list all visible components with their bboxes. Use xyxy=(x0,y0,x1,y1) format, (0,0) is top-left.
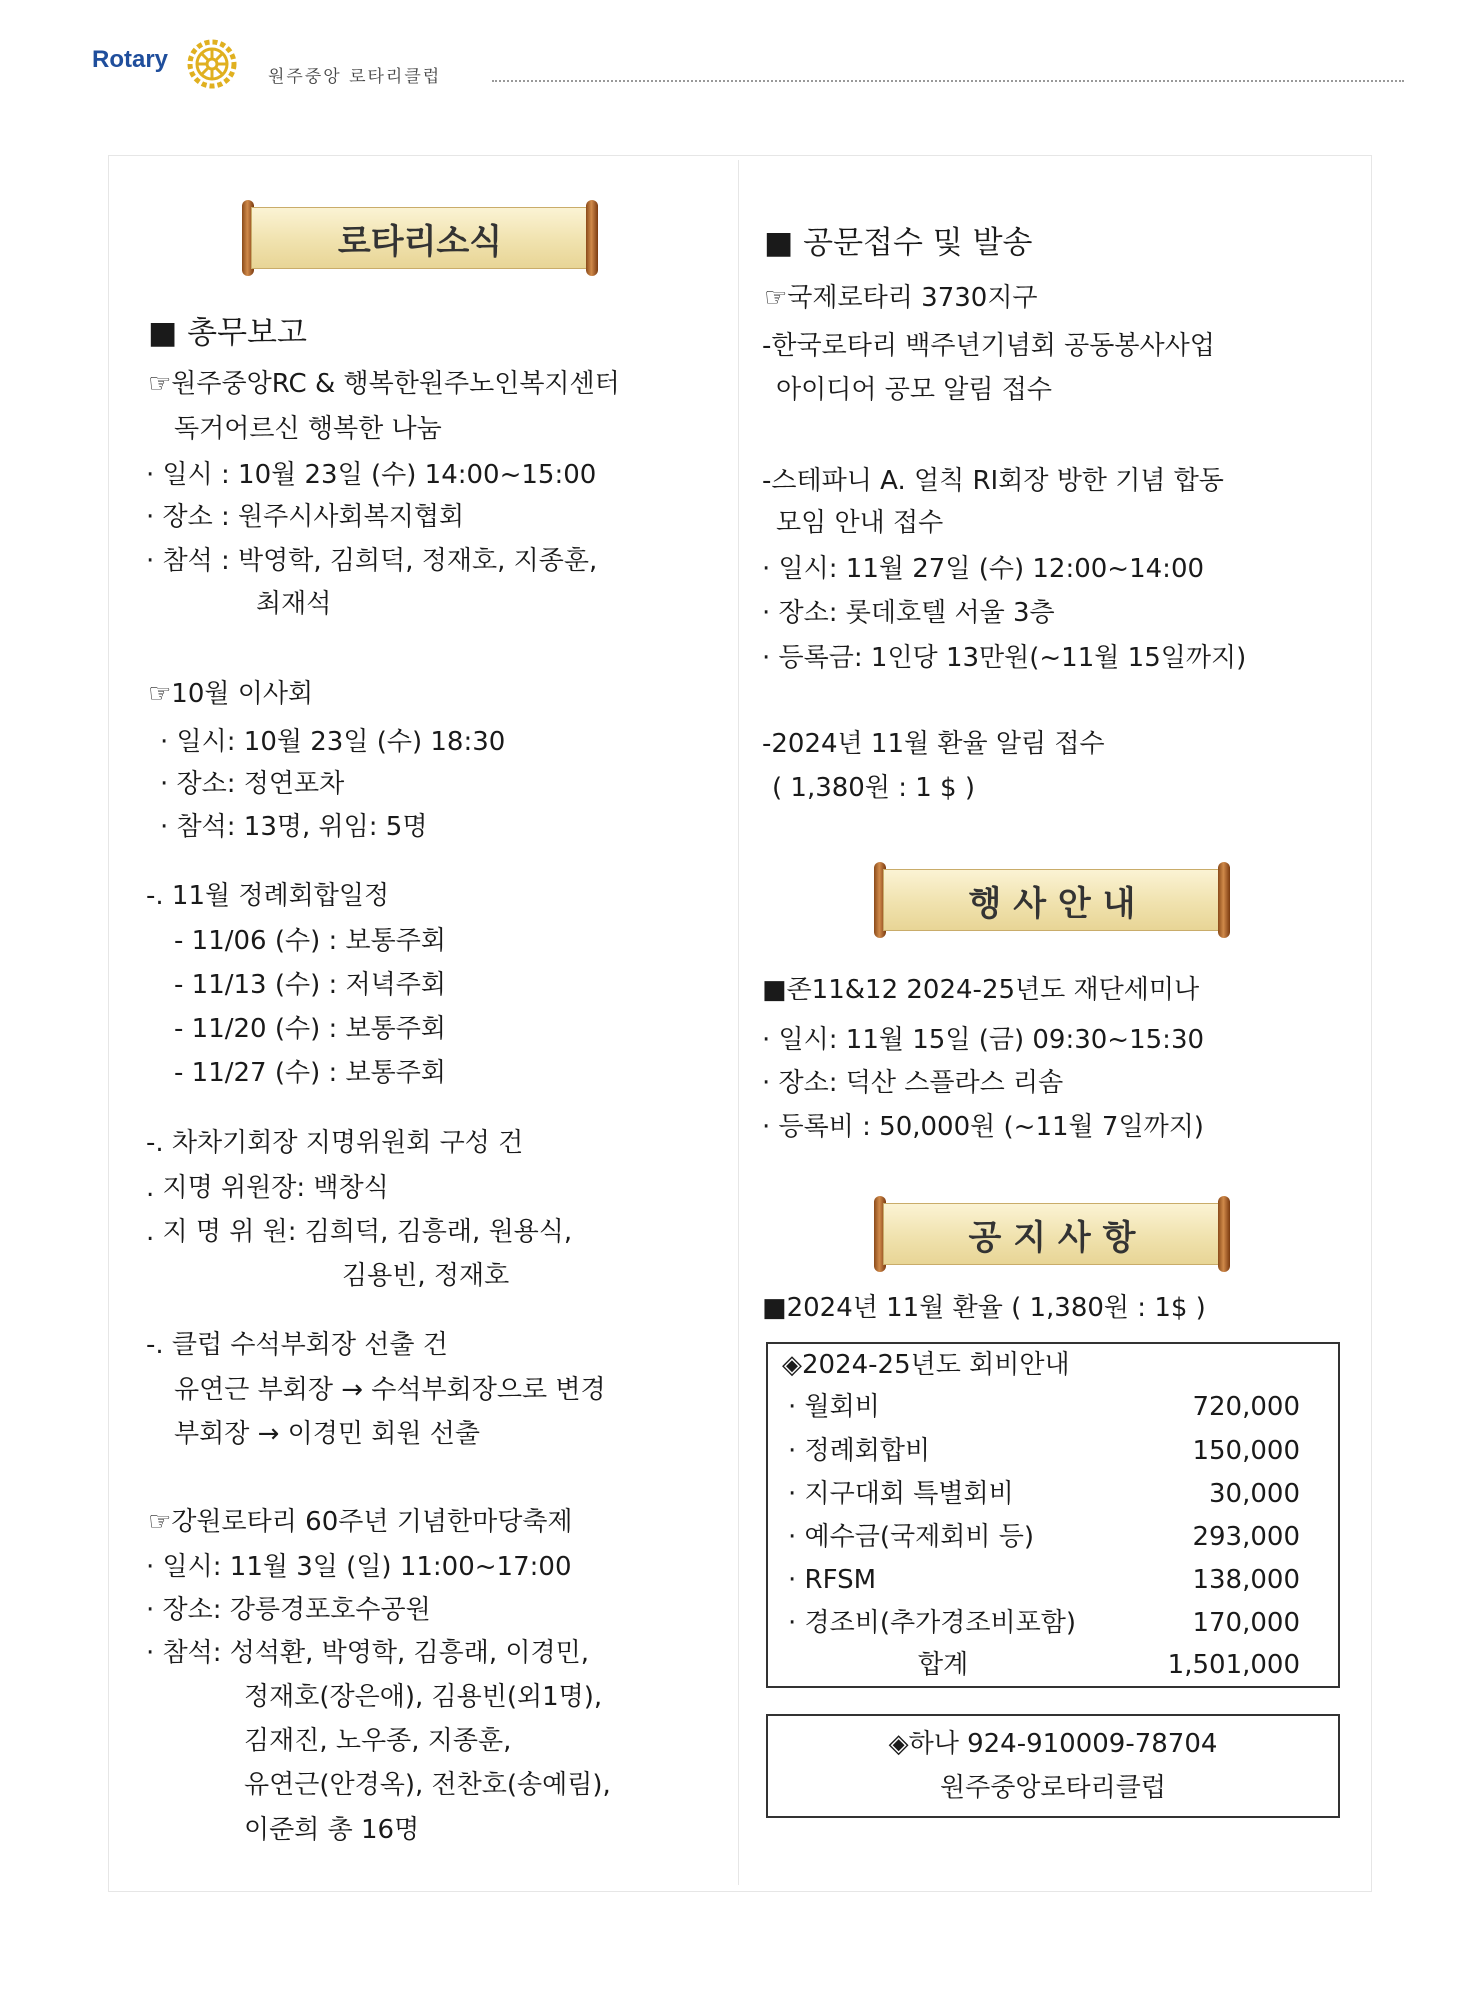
banner-notice xyxy=(874,1196,1230,1272)
schedule-item: - 11/06 (수) : 보통주회 xyxy=(174,926,446,956)
column-divider xyxy=(738,160,739,1885)
event3-attendees-cont: 이준희 총 16명 xyxy=(244,1815,420,1845)
club-name: 원주중앙 로타리클럽 xyxy=(268,67,442,87)
schedule-item: - 11/13 (수) : 저녁주회 xyxy=(174,970,446,1000)
doc1-title: -한국로타리 백주년기념회 공동봉사사업 xyxy=(762,331,1215,361)
committee-title: -. 차차기회장 지명위원회 구성 건 xyxy=(146,1128,524,1158)
banner-title: 행 사 안 내 xyxy=(968,883,1136,924)
bank-account-holder: 원주중앙로타리클럽 xyxy=(939,1773,1167,1803)
vice-president-line: 부회장 → 이경민 회원 선출 xyxy=(174,1419,481,1449)
bank-account-box xyxy=(766,1714,1340,1818)
event1-place: · 장소 : 원주시사회복지협회 xyxy=(146,502,465,532)
event1-subtitle: 독거어르신 행복한 나눔 xyxy=(174,414,442,444)
doc3-title: -2024년 11월 환율 알림 접수 xyxy=(762,729,1105,759)
rotary-logo-text: Rotary xyxy=(92,46,169,73)
event1-date: · 일시 : 10월 23일 (수) 14:00~15:00 xyxy=(146,460,597,490)
event3-place: · 장소: 강릉경포호수공원 xyxy=(146,1595,431,1625)
event1-attendees-cont: 최재석 xyxy=(256,589,332,619)
schedule-item: - 11/27 (수) : 보통주회 xyxy=(174,1058,446,1088)
event3-attendees-cont: 유연근(안경옥), 전찬호(송예림), xyxy=(244,1770,611,1800)
event3-attendees: · 참석: 성석환, 박영학, 김흥래, 이경민, xyxy=(146,1638,590,1668)
section-title-documents: ■ 공문접수 및 발송 xyxy=(764,225,1033,261)
fee-row: · 경조비(추가경조비포함) 170,000 xyxy=(788,1608,1300,1638)
section-title-general-report: ■ 총무보고 xyxy=(148,315,307,351)
membership-fee-box xyxy=(766,1342,1340,1688)
header-dotted-rule xyxy=(492,80,1404,82)
vice-president-line: 유연근 부회장 → 수석부회장으로 변경 xyxy=(174,1375,606,1405)
banner-rotary-news xyxy=(242,200,598,276)
event3-attendees-cont: 김재진, 노우종, 지종훈, xyxy=(244,1726,512,1756)
rotary-wheel-icon xyxy=(186,38,238,90)
event2-place: · 장소: 정연포차 xyxy=(160,769,345,799)
seminar-fee: · 등록비 : 50,000원 (~11월 7일까지) xyxy=(762,1112,1204,1142)
fee-row: · 정례회합비 150,000 xyxy=(788,1436,1300,1466)
event2-date: · 일시: 10월 23일 (수) 18:30 xyxy=(160,727,506,757)
banner-title: 공 지 사 항 xyxy=(968,1217,1136,1258)
page-header xyxy=(92,34,1412,94)
docs-from: ☞국제로타리 3730지구 xyxy=(764,283,1038,313)
bank-account-number: ◈하나 924-910009-78704 xyxy=(888,1729,1218,1759)
seminar-title: ■존11&12 2024-25년도 재단세미나 xyxy=(762,975,1200,1005)
doc3-rate: ( 1,380원 : 1 $ ) xyxy=(772,773,976,803)
vice-president-title: -. 클럽 수석부회장 선출 건 xyxy=(146,1330,448,1360)
doc1-title-cont: 아이디어 공모 알림 접수 xyxy=(776,375,1052,405)
fee-box-title: ◈2024-25년도 회비안내 xyxy=(782,1350,1070,1380)
committee-members-cont: 김용빈, 정재호 xyxy=(342,1261,510,1291)
schedule-item: - 11/20 (수) : 보통주회 xyxy=(174,1014,446,1044)
event2-attendance: · 참석: 13명, 위임: 5명 xyxy=(160,812,428,842)
fee-row: · 지구대회 특별회비 30,000 xyxy=(788,1479,1300,1509)
schedule-title: -. 11월 정례회합일정 xyxy=(146,881,390,911)
banner-title: 로타리소식 xyxy=(337,221,503,262)
doc2-fee: · 등록금: 1인당 13만원(~11월 15일까지) xyxy=(762,643,1247,673)
doc2-date: · 일시: 11월 27일 (수) 12:00~14:00 xyxy=(762,554,1205,584)
event2-title: ☞10월 이사회 xyxy=(148,679,314,709)
doc2-place: · 장소: 롯데호텔 서울 3층 xyxy=(762,598,1055,628)
committee-chair: . 지명 위원장: 백창식 xyxy=(146,1173,389,1203)
fee-total-row: 합계 1,501,000 xyxy=(918,1650,1300,1680)
event1-title: ☞원주중앙RC & 행복한원주노인복지센터 xyxy=(148,369,620,399)
seminar-place: · 장소: 덕산 스플라스 리솜 xyxy=(762,1068,1064,1098)
exchange-rate: ■2024년 11월 환율 ( 1,380원 : 1$ ) xyxy=(762,1293,1206,1323)
event3-title: ☞강원로타리 60주년 기념한마당축제 xyxy=(148,1507,573,1537)
seminar-date: · 일시: 11월 15일 (금) 09:30~15:30 xyxy=(762,1025,1205,1055)
event1-attendees: · 참석 : 박영학, 김희덕, 정재호, 지종훈, xyxy=(146,546,598,576)
fee-row: · 예수금(국제회비 등) 293,000 xyxy=(788,1522,1300,1552)
doc2-title-cont: 모임 안내 접수 xyxy=(776,508,944,538)
event3-date: · 일시: 11월 3일 (일) 11:00~17:00 xyxy=(146,1552,572,1582)
event3-attendees-cont: 정재호(장은애), 김용빈(외1명), xyxy=(244,1682,603,1712)
fee-row: · RFSM 138,000 xyxy=(788,1565,1300,1595)
fee-row: · 월회비 720,000 xyxy=(788,1392,1300,1422)
doc2-title: -스테파니 A. 얼칙 RI회장 방한 기념 합동 xyxy=(762,466,1224,496)
committee-members: . 지 명 위 원: 김희덕, 김흥래, 원용식, xyxy=(146,1217,573,1247)
banner-event-guide xyxy=(874,862,1230,938)
